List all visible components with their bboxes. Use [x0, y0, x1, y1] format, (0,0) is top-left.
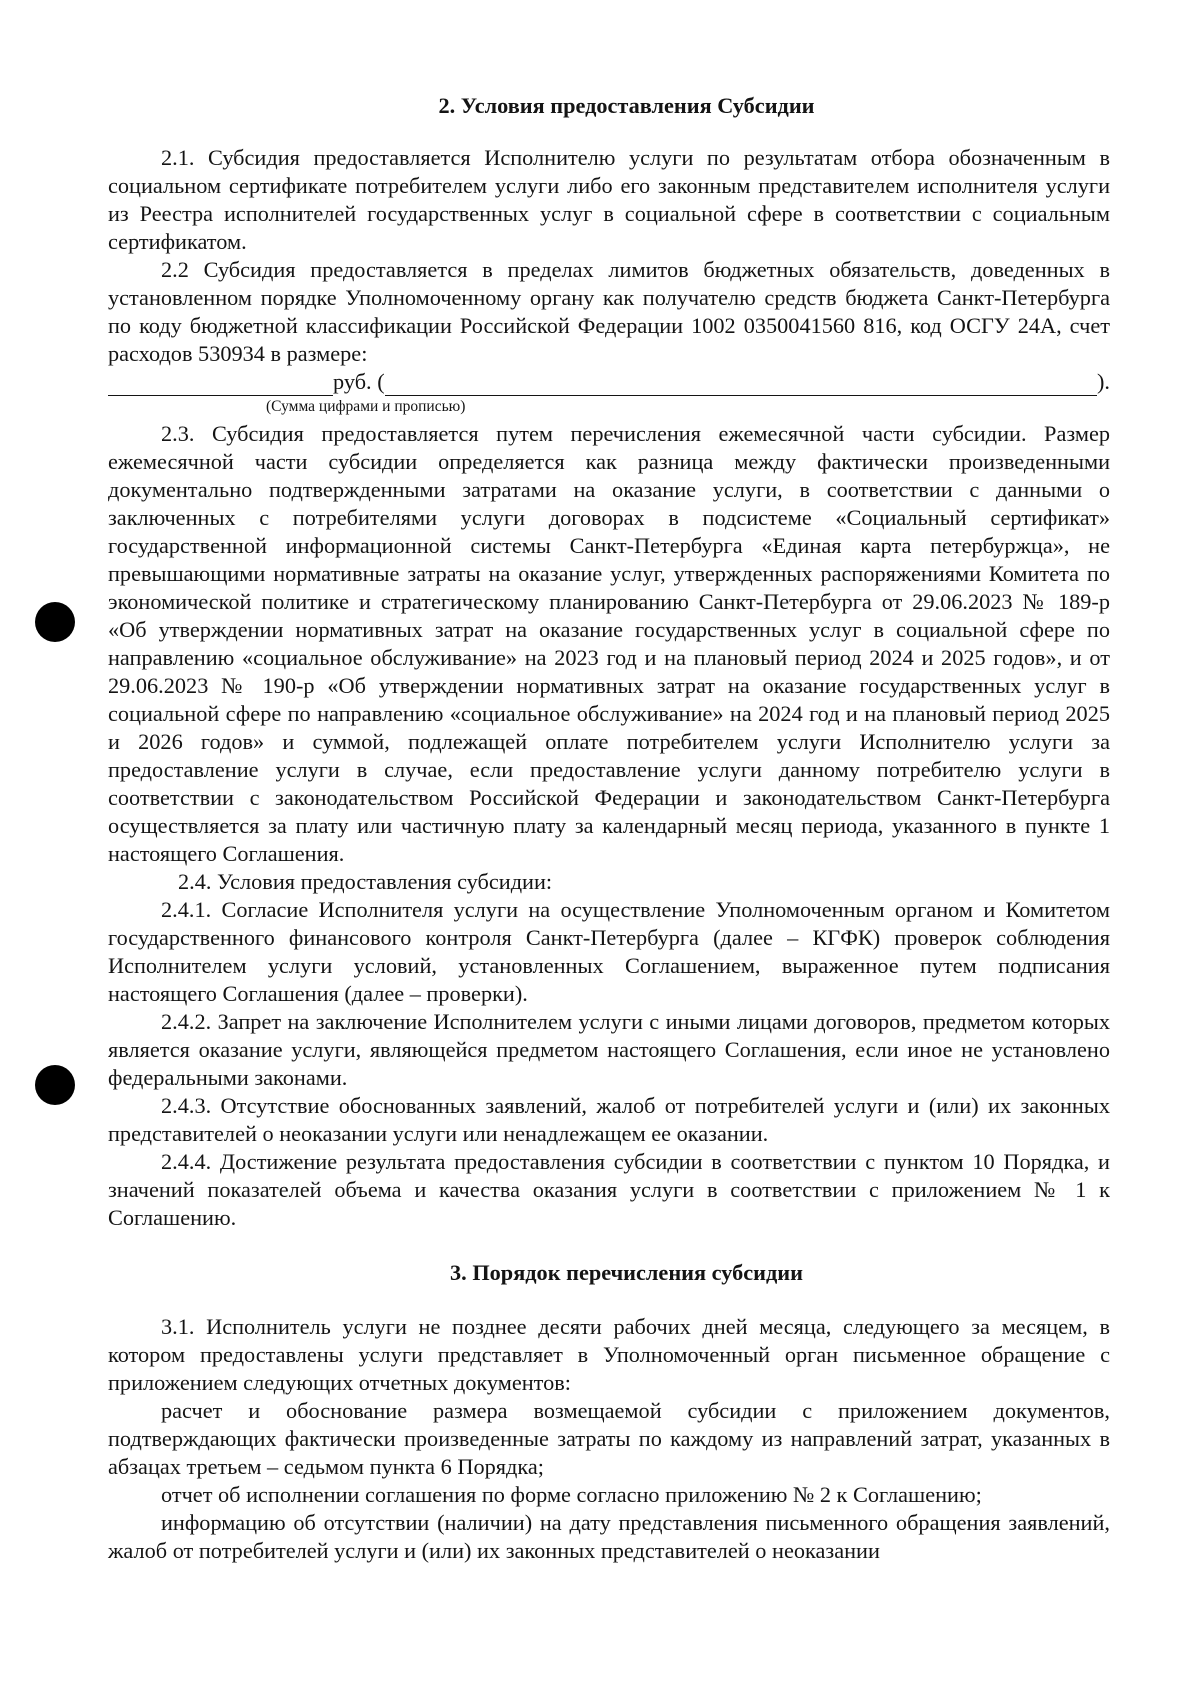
list-item-complaints-info: информацию об отсутствии (наличии) на дату представления письменного обращения заявлений, жалоб от потребителей услуги и (или) их законных представителей о неоказании [108, 1510, 1110, 1563]
section-3-title: 3. Порядок перечисления субсидии [450, 1260, 803, 1285]
amount-rub-label: руб. ( [333, 369, 385, 394]
paragraph-2-4-3: 2.4.3. Отсутствие обоснованных заявлений, жалоб от потребителей услуги и (или) их законных представителей о неоказании услуги или ненадлежащем ее оказании. [108, 1093, 1110, 1146]
punch-hole-top [35, 602, 75, 642]
paragraph-2-4: 2.4. Условия предоставления субсидии: [178, 869, 553, 894]
punch-hole-bottom [35, 1065, 75, 1105]
amount-line [108, 368, 1110, 396]
paragraph-2-4-1: 2.4.1. Согласие Исполнителя услуги на осуществление Уполномоченным органом и Комитетом государственного финансового контроля Санкт-Петербурга (далее – КГФК) проверок соблюдения Исполнителем услуги условий, установленных Соглашением, выраженное путем подписания настоящего Соглашения (далее – проверки). [108, 897, 1110, 1006]
list-item-report: отчет об исполнении соглашения по форме согласно приложению № 2 к Соглашению; [161, 1482, 982, 1507]
document-page [108, 92, 1110, 1565]
list-item-calculation: расчет и обоснование размера возмещаемой субсидии с приложением документов, подтверждающих фактически произведенные затраты по каждому из направлений затрат, указанных в абзацах третьем – седьмом пункта 6 Порядка; [108, 1398, 1110, 1479]
paragraph-2-4-4: 2.4.4. Достижение результата предоставления субсидии в соответствии с пунктом 10 Порядка, и значений показателей объема и качества оказания услуги в соответствии с приложением № 1 к Соглашению. [108, 1149, 1110, 1230]
paragraph-2-3: 2.3. Субсидия предоставляется путем перечисления ежемесячной части субсидии. Размер ежемесячной части субсидии определяется как разница между фактически произведенными документально подтвержденными затратами на оказание услуги, в соответствии с данными о заключенных с потребителями услуги договорах в подсистеме «Социальный сертификат» государственной информационной системы Санкт-Петербурга «Единая карта петербуржца», не превышающими нормативные затраты на оказание услуг, утвержденных распоряжениями Комитета по экономической политике и стратегическому планированию Санкт-Петербурга от 29.06.2023 № 189-р «Об утверждении нормативных затрат на оказание государственных услуг в социальной сфере по направлению «социальное обслуживание» на 2023 год и на плановый период 2024 и 2025 годов», и от 29.06.2023 № 190-р «Об утверждении нормативных затрат на оказание государственных услуг в социальной сфере по направлению «социальное обслуживание» на 2024 год и на плановый период 2025 и 2026 годов» и суммой, подлежащей оплате потребителем услуги Исполнителю услуги за предоставление услуги в случае, если предоставление услуги данному потребителю услуги в соответствии с законодательством Российской Федерации и законодательством Санкт-Петербурга осуществляется за плату или частичную плату за календарный месяц периода, указанного в пункте 1 настоящего Соглашения. [108, 421, 1110, 866]
paragraph-2-2: 2.2 Субсидия предоставляется в пределах лимитов бюджетных обязательств, доведенных в установленном порядке Уполномоченному органу как получателю средств бюджета Санкт-Петербурга по коду бюджетной классификации Российской Федерации 1002 0350041560 816, код ОСГУ 24А, счет расходов 530934 в размере: [108, 257, 1110, 366]
section-2-title: 2. Условия предоставления Субсидии [438, 93, 815, 118]
paragraph-2-4-2: 2.4.2. Запрет на заключение Исполнителем услуги с иными лицами договоров, предметом которых является оказание услуги, являющейся предметом настоящего Соглашения, если иное не установлено федеральными законами. [108, 1009, 1110, 1090]
amount-digits-blank [108, 373, 333, 396]
amount-close: ). [1097, 369, 1110, 394]
paragraph-2-1: 2.1. Субсидия предоставляется Исполнителю услуги по результатам отбора обозначенным в социальном сертификате потребителем услуги либо его законным представителем исполнителя услуги из Реестра исполнителей государственных услуг в социальной сфере в соответствии с социальным сертификатом. [108, 145, 1110, 254]
amount-words-blank [385, 373, 1097, 396]
amount-caption: (Сумма цифрами и прописью) [266, 398, 466, 415]
paragraph-3-1: 3.1. Исполнитель услуги не позднее десяти рабочих дней месяца, следующего за месяцем, в котором предоставлены услуги представляет в Уполномоченный орган письменное обращение с приложением следующих отчетных документов: [108, 1314, 1110, 1395]
